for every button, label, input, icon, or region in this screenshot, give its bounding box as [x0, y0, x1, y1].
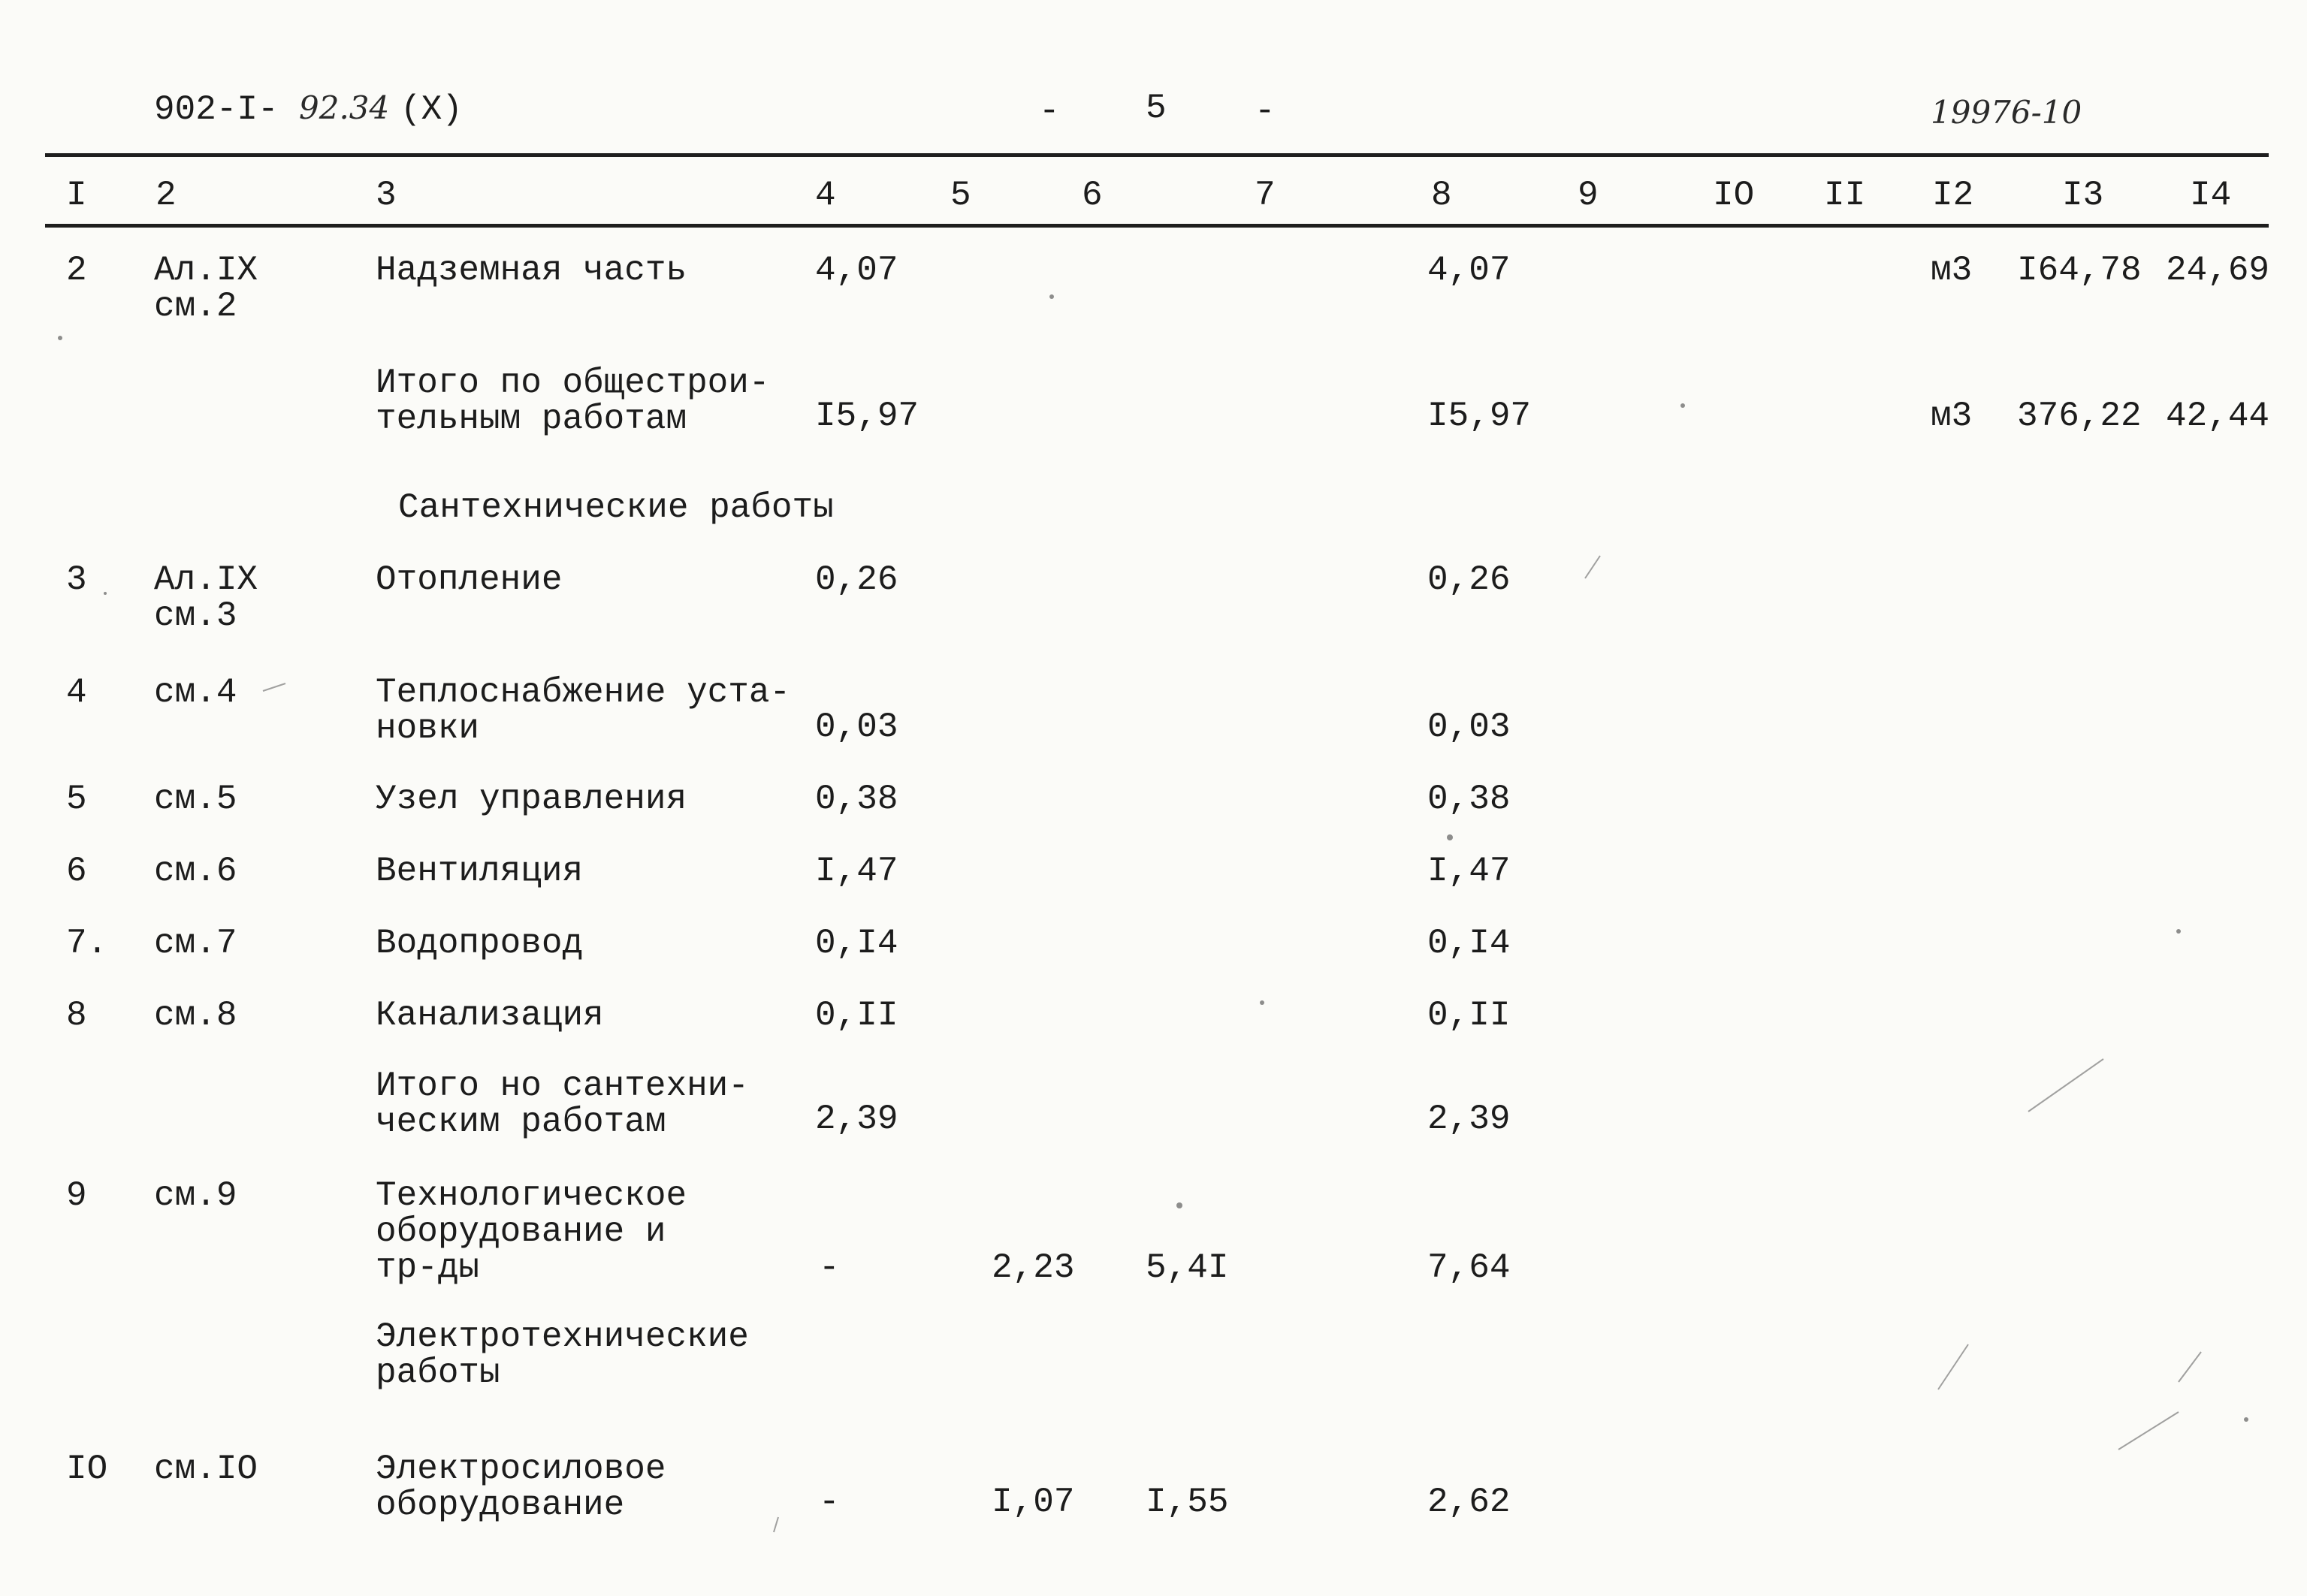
row-col6: I,55	[1146, 1483, 1229, 1522]
row-name: Водопровод	[376, 924, 584, 963]
row-name: Вентиляция	[376, 852, 584, 891]
row-number: 9	[66, 1176, 87, 1215]
row-col8: 0,38	[1427, 780, 1511, 819]
col-header: 5	[950, 176, 971, 215]
row-ref: см.8	[154, 996, 237, 1035]
col-header: II	[1824, 176, 1866, 215]
col-header: IO	[1713, 176, 1755, 215]
doc-code-suffix: (X)	[400, 90, 463, 129]
row-col4: -	[819, 1483, 840, 1522]
row-col8: 0,03	[1427, 707, 1511, 747]
col-header: I	[66, 176, 87, 215]
col-header: 3	[376, 176, 397, 215]
row-col14: 24,69	[2166, 251, 2270, 290]
row-col4: 0,03	[815, 707, 898, 747]
row-col5: 2,23	[992, 1248, 1075, 1287]
row-name: Теплоснабжение уста- новки	[376, 673, 791, 748]
row-col8: 0,II	[1427, 996, 1511, 1035]
row-ref: см.5	[154, 780, 237, 819]
row-ref: см.6	[154, 852, 237, 891]
row-number: 2	[66, 251, 87, 290]
row-col8: 0,I4	[1427, 924, 1511, 963]
row-ref: Ал.IX см.3	[154, 560, 258, 635]
row-number: 7.	[66, 924, 108, 963]
col-header: 4	[815, 176, 836, 215]
row-name: Узел управления	[376, 780, 687, 819]
row-number: 6	[66, 852, 87, 891]
col-header: 9	[1578, 176, 1599, 215]
page-number: 5	[1146, 89, 1167, 128]
col-header: 8	[1431, 176, 1452, 215]
page-dash-left: -	[1039, 92, 1060, 131]
row-ref: Ал.IX см.2	[154, 251, 258, 326]
row-name: Технологическое оборудование и тр-ды	[376, 1176, 687, 1287]
col-header: 2	[156, 176, 177, 215]
row-col4: 0,38	[815, 780, 898, 819]
row-col8: I5,97	[1427, 397, 1532, 436]
row-col8: 2,62	[1427, 1483, 1511, 1522]
doc-code-handwritten: 92.34	[299, 89, 390, 126]
col-header: I4	[2190, 176, 2232, 215]
row-col14: 42,44	[2166, 397, 2270, 436]
row-number: IO	[66, 1450, 108, 1489]
row-col4: 2,39	[815, 1100, 898, 1139]
row-name: Итого но сантехни- ческим работам	[376, 1067, 749, 1142]
row-ref: см.9	[154, 1176, 237, 1215]
row-col8: I,47	[1427, 852, 1511, 891]
row-col8: 7,64	[1427, 1248, 1511, 1287]
row-col13: I64,78	[2017, 251, 2142, 290]
row-col8: 4,07	[1427, 251, 1511, 290]
doc-code-printed: 902-I-	[154, 90, 279, 129]
row-number: 3	[66, 560, 87, 599]
section-heading: Сантехнические работы	[398, 488, 834, 527]
row-col5: I,07	[992, 1483, 1075, 1522]
row-col4: 0,I4	[815, 924, 898, 963]
row-col4: 0,II	[815, 996, 898, 1035]
row-ref: см.7	[154, 924, 237, 963]
col-header: I2	[1932, 176, 1974, 215]
row-ref: см.4	[154, 673, 237, 712]
row-unit: м3	[1931, 251, 1973, 290]
row-col4: 4,07	[815, 251, 898, 290]
row-col4: I,47	[815, 852, 898, 891]
col-header: I3	[2062, 176, 2104, 215]
col-header: 6	[1082, 176, 1103, 215]
row-col6: 5,4I	[1146, 1248, 1229, 1287]
row-col4: I5,97	[815, 397, 919, 436]
archive-number: 19976-10	[1931, 94, 2082, 131]
row-number: 5	[66, 780, 87, 819]
row-ref: см.IO	[154, 1450, 258, 1489]
row-col4: -	[819, 1248, 840, 1287]
row-name: Отопление	[376, 560, 563, 599]
row-number: 8	[66, 996, 87, 1035]
section-heading: Электротехнические работы	[376, 1317, 749, 1392]
row-col8: 2,39	[1427, 1100, 1511, 1139]
row-unit: м3	[1931, 397, 1973, 436]
row-name: Электросиловое оборудование	[376, 1450, 666, 1525]
col-header: 7	[1255, 176, 1276, 215]
page-dash-right: -	[1255, 92, 1276, 131]
row-number: 4	[66, 673, 87, 712]
row-name: Надземная часть	[376, 251, 687, 290]
row-col8: 0,26	[1427, 560, 1511, 599]
row-col4: 0,26	[815, 560, 898, 599]
row-name: Канализация	[376, 996, 604, 1035]
row-col13: 376,22	[2017, 397, 2142, 436]
row-name: Итого по общестрои- тельным работам	[376, 364, 770, 439]
